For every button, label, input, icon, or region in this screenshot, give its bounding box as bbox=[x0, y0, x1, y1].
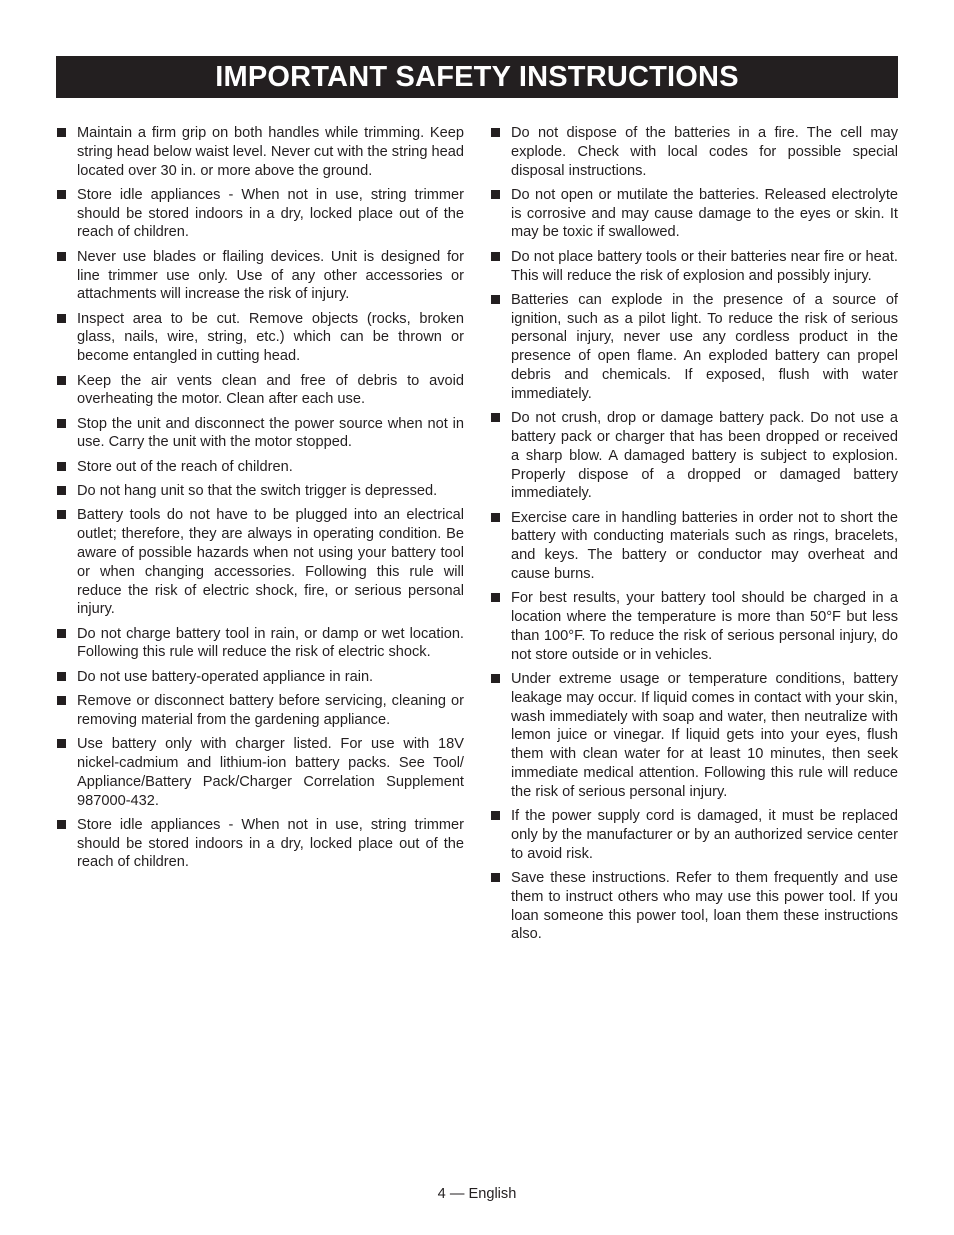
square-bullet-icon bbox=[491, 295, 500, 304]
item-text: Do not hang unit so that the switch trigger is depressed. bbox=[77, 483, 438, 500]
square-bullet-icon bbox=[491, 674, 500, 683]
list-item bbox=[56, 248, 464, 304]
list-item bbox=[56, 692, 464, 730]
list-item bbox=[56, 816, 464, 872]
item-text: Keep the air vents clean and free of debris to avoid overheating the motor. Clean after each use. bbox=[77, 372, 464, 408]
list-item bbox=[490, 509, 898, 584]
item-text: Do not use battery-operated appliance in rain. bbox=[77, 668, 374, 685]
item-text: Batteries can explode in the presence of a source of ignition, such as a pilot light. To reduce the risk of serious personal injury, never use any cordless product in the presence of open flame. An exploded battery can propel debris and chemicals. If exposed, flush with water immediately. bbox=[511, 291, 898, 402]
list-item bbox=[56, 625, 464, 663]
item-text: Exercise care in handling batteries in order not to short the battery with conducting materials such as rings, bracelets, and keys. The battery or conductor may overheat and cause burns. bbox=[511, 509, 898, 583]
square-bullet-icon bbox=[57, 820, 66, 829]
list-item bbox=[56, 372, 464, 410]
list-item bbox=[56, 186, 464, 242]
square-bullet-icon bbox=[57, 314, 66, 323]
square-bullet-icon bbox=[57, 739, 66, 748]
item-text: Never use blades or flailing devices. Unit is designed for line trimmer use only. Use of any other accessories or attachments will increase the risk of injury. bbox=[77, 248, 464, 303]
list-item bbox=[490, 670, 898, 802]
square-bullet-icon bbox=[57, 376, 66, 385]
square-bullet-icon bbox=[57, 462, 66, 471]
left-instruction-list bbox=[56, 124, 464, 878]
item-text: Do not dispose of the batteries in a fire. The cell may explode. Check with local codes for possible special disposal instructions. bbox=[511, 125, 898, 179]
item-text: For best results, your battery tool should be charged in a location where the temperature is more than 50°F but less than 100°F. To reduce the risk of serious personal injury, do not store outside or in vehicles. bbox=[511, 590, 898, 663]
list-item bbox=[490, 248, 898, 286]
square-bullet-icon bbox=[57, 252, 66, 261]
item-text: Do not charge battery tool in rain, or damp or wet location. Following this rule will reduce the risk of electric shock. bbox=[77, 625, 464, 661]
item-text: If the power supply cord is damaged, it must be replaced only by the manufacturer or by an authorized service center to avoid risk. bbox=[511, 808, 898, 862]
square-bullet-icon bbox=[57, 629, 66, 638]
square-bullet-icon bbox=[491, 413, 500, 422]
item-text: Inspect area to be cut. Remove objects (rocks, broken glass, nails, wire, string, etc.) which can be thrown or become entangled in cutting head. bbox=[77, 310, 464, 365]
list-item bbox=[490, 409, 898, 503]
square-bullet-icon bbox=[491, 513, 500, 522]
item-text: Under extreme usage or temperature conditions, battery leakage may occur. If liquid comes in contact with your skin, wash immediately with soap and water, then neutralize with lemon juice or vinegar. If liquid gets into your eyes, flush them with clean water for at least 10 minutes, then seek immediate medical attention. Following this rule will reduce the risk of serious personal injury. bbox=[511, 671, 898, 800]
square-bullet-icon bbox=[57, 510, 66, 519]
list-item bbox=[56, 668, 464, 687]
square-bullet-icon bbox=[491, 252, 500, 261]
page-number: 4 — English bbox=[437, 1186, 517, 1202]
list-item bbox=[56, 482, 464, 501]
item-text: Remove or disconnect battery before servicing, cleaning or removing material from the gardening appliance. bbox=[77, 693, 464, 728]
list-item bbox=[490, 124, 898, 180]
list-item bbox=[490, 589, 898, 664]
list-item bbox=[490, 869, 898, 944]
list-item bbox=[56, 458, 464, 477]
list-item bbox=[56, 310, 464, 366]
square-bullet-icon bbox=[57, 128, 66, 137]
item-text: Store idle appliances - When not in use, string trimmer should be stored indoors in a dry, locked place out of the reach of children. bbox=[77, 816, 464, 871]
item-text: Stop the unit and disconnect the power source when not in use. Carry the unit with the motor stopped. bbox=[77, 415, 464, 451]
item-text: Do not place battery tools or their batteries near fire or heat. This will reduce the risk of explosion and possibly injury. bbox=[511, 248, 898, 284]
list-item bbox=[56, 415, 464, 453]
square-bullet-icon bbox=[57, 486, 66, 495]
item-text: Store out of the reach of children. bbox=[77, 458, 293, 475]
list-item bbox=[490, 291, 898, 404]
list-item bbox=[490, 186, 898, 242]
page-title: IMPORTANT SAFETY INSTRUCTIONS bbox=[56, 56, 898, 98]
square-bullet-icon bbox=[491, 128, 500, 137]
list-item bbox=[56, 506, 464, 619]
list-item bbox=[56, 735, 464, 810]
square-bullet-icon bbox=[57, 672, 66, 681]
square-bullet-icon bbox=[491, 873, 500, 882]
square-bullet-icon bbox=[491, 190, 500, 199]
square-bullet-icon bbox=[57, 419, 66, 428]
square-bullet-icon bbox=[57, 696, 66, 705]
right-instruction-list bbox=[490, 124, 898, 950]
item-text: Save these instructions. Refer to them frequently and use them to instruct others who may use this power tool. If you loan someone this power tool, loan them these instructions also. bbox=[511, 869, 898, 943]
square-bullet-icon bbox=[491, 593, 500, 602]
square-bullet-icon bbox=[57, 190, 66, 199]
item-text: Battery tools do not have to be plugged into an electrical outlet; therefore, they are always in operating condition. Be aware of possible hazards when not using your battery tool or when changing accessories. Following this rule will reduce the risk of electric shock, fire, or serious personal injury. bbox=[77, 507, 464, 618]
item-text: Use battery only with charger listed. For use with 18V nickel-cadmium and lithium-ion battery packs. See Tool/ Appliance/Battery Pack/Charger Correlation Supplement 987000-432. bbox=[77, 736, 464, 809]
item-text: Store idle appliances - When not in use, string trimmer should be stored indoors in a dry, locked place out of the reach of children. bbox=[77, 186, 464, 241]
list-item bbox=[56, 124, 464, 180]
square-bullet-icon bbox=[491, 811, 500, 820]
list-item bbox=[490, 807, 898, 863]
item-text: Maintain a firm grip on both handles while trimming. Keep string head below waist level. Never cut with the string head located over 30 in. or more above the ground. bbox=[77, 125, 464, 179]
item-text: Do not crush, drop or damage battery pack. Do not use a battery pack or charger that has been dropped or received a sharp blow. A damaged battery is subject to explosion. Properly dispose of a dropped or damaged battery immediately. bbox=[511, 410, 898, 502]
item-text: Do not open or mutilate the batteries. Released electrolyte is corrosive and may cause damage to the eyes or skin. It may be toxic if swallowed. bbox=[511, 186, 898, 241]
